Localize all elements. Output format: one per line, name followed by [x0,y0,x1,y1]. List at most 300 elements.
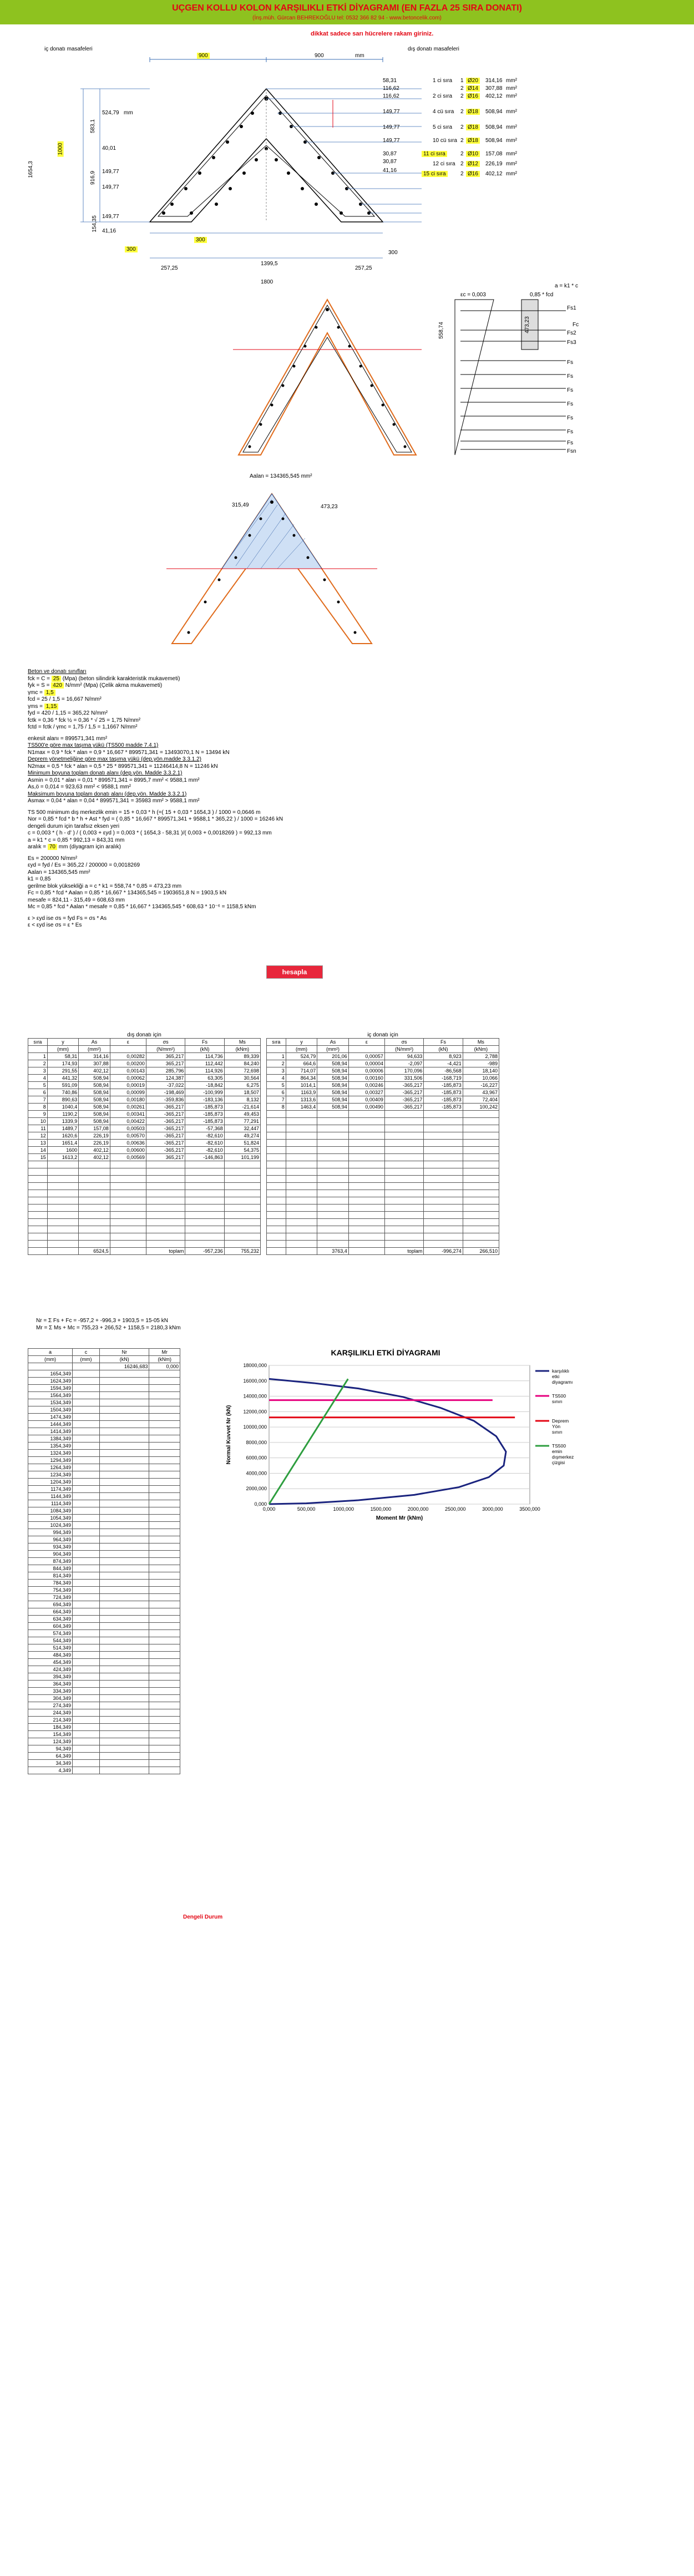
table-cell: -365,217 [146,1132,185,1140]
table-cell [348,1205,384,1212]
table-row [267,1075,499,1082]
table-row [28,1608,180,1616]
table-cell [99,1558,149,1565]
table-cell [99,1515,149,1522]
table-cell: 63,305 [185,1075,224,1082]
total-cell: 755,232 [224,1248,260,1255]
table-cell [73,1673,100,1681]
empty-row [267,1183,499,1190]
table-cell [79,1168,110,1176]
table-cell: 0,00570 [110,1132,146,1140]
column-header: sıra [28,1039,48,1046]
table-cell [348,1111,384,1118]
table-cell [99,1587,149,1594]
table-cell [185,1197,224,1205]
table-cell [73,1385,100,1392]
table-cell [99,1702,149,1709]
total-row [267,1248,499,1255]
table-cell [317,1118,349,1125]
table-cell [463,1226,499,1233]
table-cell [79,1219,110,1226]
column-unit: (kNm) [224,1046,260,1053]
table-cell: 402,12 [79,1154,110,1161]
table-cell [424,1219,463,1226]
table-cell [28,1205,48,1212]
table-cell [348,1197,384,1205]
table-row [28,1464,180,1471]
table-cell: 1313,6 [286,1096,317,1104]
table-cell [286,1125,317,1132]
table-cell: 1324,349 [28,1450,73,1457]
row2-as: 307,88 [485,85,503,92]
table-cell: -185,873 [424,1082,463,1089]
row3-dia[interactable]: Ø16 [466,93,480,99]
table-cell [149,1421,180,1428]
row1-sira: 1 ci sıra [433,78,453,84]
table-cell [149,1587,180,1594]
row5-val: 149,77 [383,124,400,130]
table-cell [110,1219,146,1226]
max-title: Maksimum boyuna toplam donatı alanı (dep.yön. Madde 3.3.2.1) [28,791,187,797]
table-cell: 994,349 [28,1529,73,1536]
table-cell: 0,00057 [348,1053,384,1060]
table-cell [149,1616,180,1623]
table-cell [99,1529,149,1536]
table-cell [384,1147,423,1154]
empty-row [267,1140,499,1147]
dim-257-b: 257,25 [355,265,372,271]
empty-row [267,1226,499,1233]
table-cell: 112,442 [185,1060,224,1067]
total-cell: toplam [146,1248,185,1255]
table-cell [73,1767,100,1774]
table-cell: 43,967 [463,1089,499,1096]
total-cell [267,1248,286,1255]
table-cell [348,1161,384,1168]
row4-dia[interactable]: Ø18 [466,109,480,115]
table-cell [149,1507,180,1515]
table-row [28,1601,180,1608]
fyk-input[interactable]: 420 [51,682,64,689]
table-cell [47,1205,79,1212]
row6-n: 2 [460,138,464,144]
table-cell [317,1132,349,1140]
table-cell: 394,349 [28,1673,73,1681]
table-cell [424,1205,463,1212]
table-cell [146,1197,185,1205]
table-cell: -989 [463,1060,499,1067]
row5-dia[interactable]: Ø18 [466,124,480,130]
table-cell [99,1543,149,1551]
table-row [28,1580,180,1587]
table-cell [149,1529,180,1536]
area-diagram [166,488,377,655]
table-cell [384,1125,423,1132]
table-cell: 0,00261 [110,1104,146,1111]
table-cell [149,1399,180,1406]
table-cell: 226,19 [79,1140,110,1147]
table-cell [384,1154,423,1161]
table-cell [348,1147,384,1154]
table-row [28,1471,180,1479]
table-cell [267,1205,286,1212]
table-row [28,1392,180,1399]
table-cell [73,1688,100,1695]
table-cell [73,1717,100,1724]
table-row [28,1435,180,1443]
table-row [28,1536,180,1543]
table-cell [317,1140,349,1147]
min-title: Minimum boyuna toplam donatı alanı (dep.yön. Madde 3.3.2.1) [28,770,183,776]
table-cell [149,1414,180,1421]
table-row [28,1406,180,1414]
table-cell [317,1197,349,1205]
y-tick-label: 6000,000 [246,1455,267,1461]
table-cell [47,1197,79,1205]
table-cell [99,1414,149,1421]
table-cell: 784,349 [28,1580,73,1587]
table-cell [73,1493,100,1500]
table-cell: 89,339 [224,1053,260,1060]
table-cell [384,1197,423,1205]
table-row [28,1717,180,1724]
table-cell [463,1154,499,1161]
y-tick-label: 18000,000 [243,1363,267,1368]
table-cell [149,1659,180,1666]
table-cell: 201,06 [317,1053,349,1060]
table-cell [286,1212,317,1219]
x-axis-label: Moment Mr (kNm) [376,1515,423,1521]
row5-as: 508,94 [485,124,503,130]
table-cell [424,1147,463,1154]
table-cell: -185,873 [185,1111,224,1118]
table-cell: 184,349 [28,1724,73,1731]
table-cell [99,1385,149,1392]
table-cell: 274,349 [28,1702,73,1709]
fck-input[interactable]: 25 [52,676,61,682]
table-row [28,1695,180,1702]
table-cell [286,1176,317,1183]
table-cell: 0,00099 [110,1089,146,1096]
dim-257-a: 257,25 [161,265,178,271]
table-cell [384,1212,423,1219]
table-cell: 49,453 [224,1111,260,1118]
table-row [28,1767,180,1774]
table-cell: 454,349 [28,1659,73,1666]
table-cell [424,1226,463,1233]
table-cell: 508,94 [317,1060,349,1067]
table-cell: 508,94 [79,1111,110,1118]
table-cell [99,1471,149,1479]
total-cell [348,1248,384,1255]
table-row [28,1572,180,1580]
table-cell: -359,836 [146,1096,185,1104]
empty-row [28,1241,261,1248]
force-fs-7: Fs [567,401,574,407]
dim-473: 473,23 [524,316,530,333]
table-cell: 157,08 [79,1125,110,1132]
strain-top: εc = 0,003 [460,292,486,298]
table-row [28,1637,180,1644]
diagram-table [28,1348,180,1774]
table-cell [99,1738,149,1745]
row3-n: 2 [460,93,464,99]
table-cell: 365,217 [146,1154,185,1161]
table-cell [79,1183,110,1190]
table-cell: 1489,7 [47,1125,79,1132]
table-cell [149,1464,180,1471]
table-cell [146,1241,185,1248]
table-cell [463,1161,499,1168]
table-cell [424,1212,463,1219]
fc-line: Fc = 0,85 * fcd * Aalan = 0,85 * 16,667 * 134365,545 = 1903651,8 N = 1903,5 kN [28,890,227,896]
empty-row [267,1205,499,1212]
table-row [267,1089,499,1096]
table-cell [73,1666,100,1673]
page-header [0,0,694,24]
table-cell [99,1443,149,1450]
table-row [267,1053,499,1060]
table-cell: 514,349 [28,1644,73,1652]
table-cell [424,1118,463,1125]
table-cell: -365,217 [146,1111,185,1118]
table-cell: 1054,349 [28,1515,73,1522]
table-cell [73,1471,100,1479]
table-cell [267,1219,286,1226]
column-header: σs [146,1039,185,1046]
table-cell: 814,349 [28,1572,73,1580]
table-cell [110,1226,146,1233]
row4-as: 508,94 [485,109,503,115]
table-cell [99,1399,149,1406]
empty-row [267,1233,499,1241]
table-cell: 77,291 [224,1118,260,1125]
table-cell [348,1140,384,1147]
table-cell [317,1233,349,1241]
table-cell [317,1183,349,1190]
column-unit: (mm) [286,1046,317,1053]
table-cell [73,1637,100,1644]
table-cell: 114,926 [185,1067,224,1075]
table-cell [424,1140,463,1147]
table-cell [79,1190,110,1197]
table-cell [149,1558,180,1565]
table-cell [384,1161,423,1168]
row7-sira[interactable]: 11 ci sıra [422,151,447,157]
dim-top-1[interactable]: 900 [197,53,210,59]
table-cell [286,1111,317,1118]
total-cell: toplam [384,1248,423,1255]
table-cell: 508,94 [317,1096,349,1104]
table-cell [28,1241,48,1248]
column-header: σs [384,1039,423,1046]
row7-dia[interactable]: Ø10 [466,151,480,157]
column-header: Fs [424,1039,463,1046]
table-cell [146,1205,185,1212]
table-cell [185,1176,224,1183]
empty-row [28,1190,261,1197]
row8-dia[interactable]: Ø12 [466,161,480,167]
table-cell: 0,00409 [348,1096,384,1104]
gm-input[interactable]: 1,5 [44,690,55,696]
row2-unit: mm² [506,85,517,92]
table-cell [110,1212,146,1219]
empty-row [267,1190,499,1197]
row7-n: 2 [460,151,464,157]
table-cell [317,1226,349,1233]
table-cell: 1654,349 [28,1370,73,1378]
dim-524: 524,79 [102,110,119,116]
table-cell: -185,873 [185,1104,224,1111]
table-cell [267,1161,286,1168]
y-tick-label: 8000,000 [246,1439,267,1445]
fctk-line: fctk = 0,36 * fck ½ = 0,36 * √ 25 = 1,75 N/mm² [28,717,141,723]
table-row [28,1428,180,1435]
table-cell [267,1111,286,1118]
table-cell [73,1681,100,1688]
table-cell [384,1183,423,1190]
table-cell [73,1414,100,1421]
table-row [28,1082,261,1089]
table-cell [99,1565,149,1572]
table-cell [99,1536,149,1543]
table-cell [149,1702,180,1709]
table-cell [149,1724,180,1731]
table-cell [73,1623,100,1630]
dim-1000[interactable]: 1000 [58,141,64,156]
table-cell: 1339,9 [47,1118,79,1125]
table-cell: -82,610 [185,1140,224,1147]
table-cell [110,1183,146,1190]
dim-300-a[interactable]: 300 [125,246,138,252]
table-cell: 10 [28,1118,48,1125]
table-cell [146,1183,185,1190]
table-cell: -185,873 [424,1089,463,1096]
table-cell [73,1370,100,1378]
table-cell [99,1580,149,1587]
row4-n: 2 [460,109,464,115]
table-cell [224,1205,260,1212]
gs-input[interactable]: 1,15 [44,704,58,710]
table-cell [99,1745,149,1753]
table-cell: -4,421 [424,1060,463,1067]
fctd-line: fctd = fctk / γmc = 1,75 / 1,5 = 1,1667 N/mm² [28,724,138,730]
table-cell [73,1709,100,1717]
table-cell: 72,698 [224,1067,260,1075]
table-cell: 664,6 [286,1060,317,1067]
row9-unit: mm² [506,171,517,177]
table-cell: -16,227 [463,1082,499,1089]
table-cell: -2,097 [384,1060,423,1067]
row7-unit: mm² [506,151,517,157]
row8-as: 226,19 [485,161,503,167]
table-cell [73,1529,100,1536]
table-cell: 2 [267,1060,286,1067]
row9-dia[interactable]: Ø16 [466,171,480,177]
table-cell: 72,404 [463,1096,499,1104]
table-cell [73,1572,100,1580]
table-cell [99,1652,149,1659]
table-cell [224,1212,260,1219]
row1-dia[interactable]: Ø20 [466,78,480,84]
column-header: y [286,1039,317,1046]
table-cell: 864,34 [286,1075,317,1082]
mesafe-line: mesafe = 824,11 - 315,49 = 608,63 mm [28,897,125,903]
aalan-line: Aalan = 134365,545 mm² [28,869,90,875]
row2-dia[interactable]: Ø14 [466,85,480,92]
table-cell [73,1457,100,1464]
row8-val: 30,87 [383,159,397,165]
table-cell: 1504,349 [28,1406,73,1414]
table-cell: -365,217 [384,1096,423,1104]
table-cell [73,1724,100,1731]
table-cell: 508,94 [79,1089,110,1096]
section-drawing [0,55,694,277]
table-cell [99,1731,149,1738]
table-cell: 174,93 [47,1060,79,1067]
table-cell: 1354,349 [28,1443,73,1450]
empty-row [267,1241,499,1248]
table-cell [28,1168,48,1176]
total-cell: 3763,4 [317,1248,349,1255]
row9-sira[interactable]: 15 ci sıra [422,171,448,177]
table-cell [317,1190,349,1197]
dim-300-b[interactable]: 300 [194,237,207,243]
table-row [28,1147,261,1154]
row1-val: 58,31 [383,78,397,84]
table-cell: 574,349 [28,1630,73,1637]
table-cell [267,1168,286,1176]
table-row [28,1500,180,1507]
table-cell [99,1406,149,1414]
table-cell [224,1168,260,1176]
table-cell: -21,614 [224,1104,260,1111]
table-cell: 334,349 [28,1688,73,1695]
table-cell: 0,000 [149,1363,180,1370]
table-cell: 1174,349 [28,1486,73,1493]
table-row [28,1089,261,1096]
table-cell [73,1702,100,1709]
table-cell [286,1219,317,1226]
column-unit: (N/mm²) [146,1046,185,1053]
table-cell: 1040,4 [47,1104,79,1111]
table-cell: -18,842 [185,1082,224,1089]
table-row [267,1060,499,1067]
as-line: As,ö = 0,014 = 923,63 mm² < 9588,1 mm² [28,784,131,790]
table-cell [149,1738,180,1745]
table-cell [185,1190,224,1197]
table-cell [110,1176,146,1183]
warning-note: dikkat sadece sarı hücrelere rakam giriniz. [311,31,434,37]
row5-unit: mm² [506,124,517,130]
column-unit [267,1046,286,1053]
table-row [28,1125,261,1132]
table-cell [149,1543,180,1551]
row5-sira: 5 ci sıra [433,124,453,130]
aralik-input[interactable]: 70 [48,844,57,850]
row6-dia[interactable]: Ø18 [466,138,480,144]
fyk-label: fyk = S = [28,682,50,689]
gm-label: γmc = [28,689,43,696]
table-cell [149,1551,180,1558]
table-row [28,1745,180,1753]
table-cell [149,1652,180,1659]
hesapla-button[interactable]: hesapla [266,965,323,979]
table-cell [99,1673,149,1681]
table-cell [348,1125,384,1132]
y-tick-label: 12000,000 [243,1409,267,1415]
table-cell: 2,788 [463,1053,499,1060]
